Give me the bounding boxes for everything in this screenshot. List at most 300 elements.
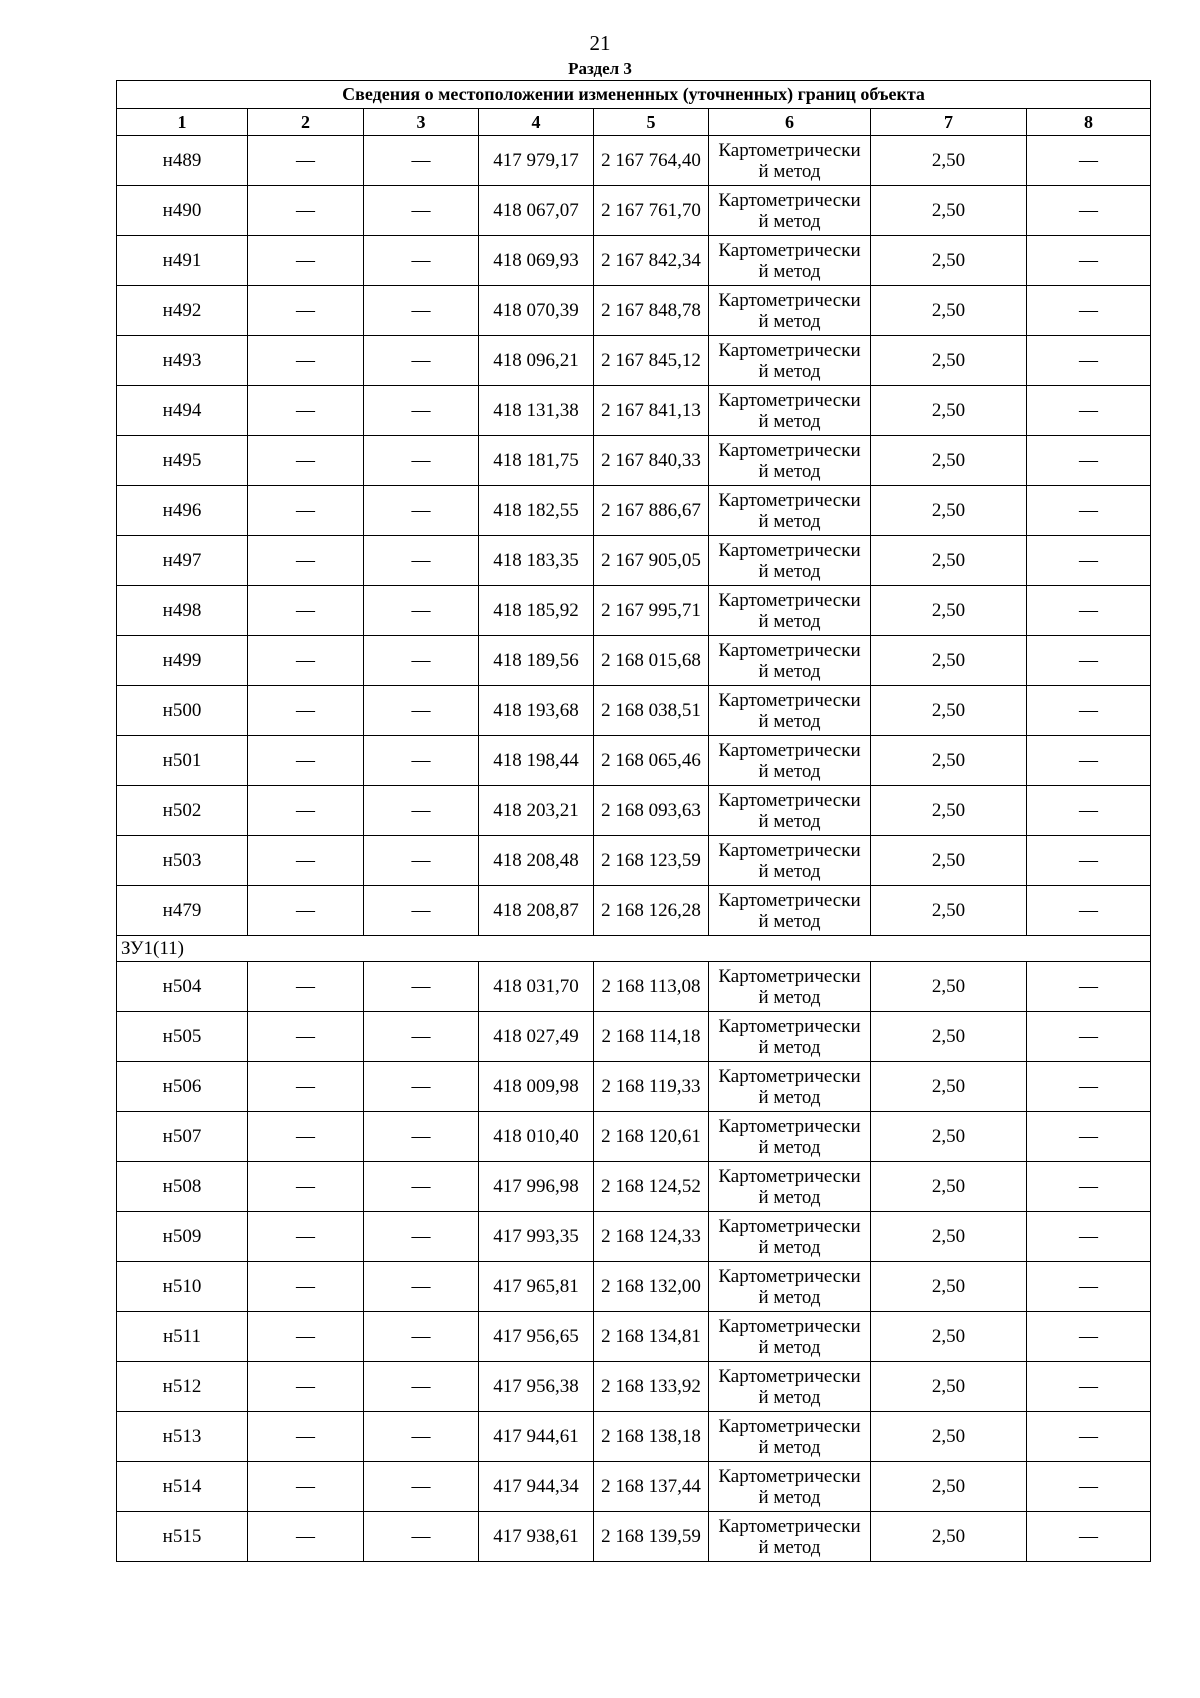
accuracy-cell: 2,50 [871,536,1027,586]
y-coordinate-cell: 2 168 137,44 [594,1462,709,1512]
dash-cell: — [364,1512,479,1562]
dash-cell: — [1027,1412,1151,1462]
method-text-line1: Картометрически [718,1365,861,1387]
dash-cell: — [1027,286,1151,336]
accuracy-cell: 2,50 [871,1262,1027,1312]
method-cell [709,386,871,436]
point-number-cell: н514 [117,1462,248,1512]
y-coordinate-cell: 2 167 886,67 [594,486,709,536]
point-number-cell: н501 [117,736,248,786]
y-coordinate-cell: 2 168 124,52 [594,1162,709,1212]
point-number-cell: н491 [117,236,248,286]
section-title: Раздел 3 [568,59,632,78]
group-row [117,936,1151,962]
y-coordinate-cell: 2 167 905,05 [594,536,709,586]
y-coordinate-cell: 2 168 120,61 [594,1112,709,1162]
point-number-cell: н508 [117,1162,248,1212]
accuracy-cell: 2,50 [871,636,1027,686]
x-coordinate-cell: 417 956,38 [479,1362,594,1412]
method-text-line2: й метод [758,410,821,432]
dash-cell: — [248,836,364,886]
method-text-line1: Картометрически [718,489,861,511]
point-number-cell: н489 [117,136,248,186]
accuracy-cell: 2,50 [871,336,1027,386]
x-coordinate-cell: 418 031,70 [479,962,594,1012]
accuracy-cell: 2,50 [871,836,1027,886]
dash-cell: — [1027,1312,1151,1362]
x-coordinate-cell: 418 198,44 [479,736,594,786]
dash-cell: — [248,1362,364,1412]
method-cell [709,1312,871,1362]
accuracy-cell: 2,50 [871,136,1027,186]
method-cell [709,436,871,486]
accuracy-cell: 2,50 [871,586,1027,636]
method-cell [709,236,871,286]
dash-cell: — [1027,1162,1151,1212]
method-cell [709,1162,871,1212]
dash-cell: — [1027,736,1151,786]
y-coordinate-cell: 2 167 764,40 [594,136,709,186]
column-number: 8 [1027,109,1151,136]
method-text-line2: й метод [758,210,821,232]
method-cell [709,1362,871,1412]
method-cell [709,1262,871,1312]
method-cell [709,536,871,586]
dash-cell: — [364,136,479,186]
x-coordinate-cell: 418 181,75 [479,436,594,486]
x-coordinate-cell: 418 131,38 [479,386,594,436]
method-cell [709,336,871,386]
method-text-line1: Картометрически [718,1315,861,1337]
method-cell [709,836,871,886]
y-coordinate-cell: 2 168 119,33 [594,1062,709,1112]
method-text-line2: й метод [758,1236,821,1258]
method-cell [709,736,871,786]
dash-cell: — [248,1312,364,1362]
dash-cell: — [248,736,364,786]
table-caption-row [117,81,1151,109]
dash-cell: — [1027,436,1151,486]
dash-cell: — [364,736,479,786]
table-row [117,1062,1151,1112]
y-coordinate-cell: 2 168 126,28 [594,886,709,936]
table-row [117,636,1151,686]
method-text-line1: Картометрически [718,389,861,411]
method-cell [709,1012,871,1062]
table-row [117,286,1151,336]
method-text-line2: й метод [758,660,821,682]
dash-cell: — [1027,1462,1151,1512]
dash-cell: — [364,1262,479,1312]
table-row [117,1112,1151,1162]
dash-cell: — [1027,786,1151,836]
accuracy-cell: 2,50 [871,1412,1027,1462]
method-text-line2: й метод [758,1186,821,1208]
accuracy-cell: 2,50 [871,436,1027,486]
x-coordinate-cell: 418 067,07 [479,186,594,236]
table-row [117,1462,1151,1512]
column-number: 6 [709,109,871,136]
point-number-cell: н495 [117,436,248,486]
y-coordinate-cell: 2 167 845,12 [594,336,709,386]
dash-cell: — [248,286,364,336]
dash-cell: — [1027,1112,1151,1162]
method-cell [709,286,871,336]
point-number-cell: н494 [117,386,248,436]
method-cell [709,686,871,736]
x-coordinate-cell: 418 182,55 [479,486,594,536]
dash-cell: — [1027,836,1151,886]
method-text-line1: Картометрически [718,239,861,261]
dash-cell: — [248,136,364,186]
dash-cell: — [364,1412,479,1462]
y-coordinate-cell: 2 168 138,18 [594,1412,709,1462]
dash-cell: — [248,1012,364,1062]
accuracy-cell: 2,50 [871,236,1027,286]
accuracy-cell: 2,50 [871,1212,1027,1262]
method-text-line1: Картометрически [718,965,861,987]
method-text-line2: й метод [758,1436,821,1458]
method-text-line1: Картометрически [718,1465,861,1487]
group-label: ЗУ1(11) [117,936,1151,962]
dash-cell: — [248,486,364,536]
table-row [117,186,1151,236]
dash-cell: — [364,1312,479,1362]
method-text-line2: й метод [758,1386,821,1408]
column-number: 5 [594,109,709,136]
dash-cell: — [248,336,364,386]
method-text-line1: Картометрически [718,1115,861,1137]
accuracy-cell: 2,50 [871,736,1027,786]
method-text-line1: Картометрически [718,139,861,161]
method-text-line2: й метод [758,1086,821,1108]
x-coordinate-cell: 418 183,35 [479,536,594,586]
method-text-line2: й метод [758,1486,821,1508]
x-coordinate-cell: 418 208,87 [479,886,594,936]
method-cell [709,1512,871,1562]
point-number-cell: н490 [117,186,248,236]
accuracy-cell: 2,50 [871,886,1027,936]
table-row [117,1312,1151,1362]
y-coordinate-cell: 2 168 134,81 [594,1312,709,1362]
method-cell [709,886,871,936]
accuracy-cell: 2,50 [871,1362,1027,1412]
dash-cell: — [1027,962,1151,1012]
dash-cell: — [248,962,364,1012]
method-cell [709,1062,871,1112]
method-cell [709,1412,871,1462]
y-coordinate-cell: 2 167 848,78 [594,286,709,336]
dash-cell: — [248,636,364,686]
method-text-line2: й метод [758,1036,821,1058]
dash-cell: — [1027,686,1151,736]
dash-cell: — [1027,1012,1151,1062]
table-row [117,1162,1151,1212]
table-row [117,536,1151,586]
column-number: 7 [871,109,1027,136]
column-number: 3 [364,109,479,136]
y-coordinate-cell: 2 168 133,92 [594,1362,709,1412]
method-text-line1: Картометрически [718,539,861,561]
method-text-line2: й метод [758,860,821,882]
method-cell [709,486,871,536]
table-row [117,886,1151,936]
dash-cell: — [248,1412,364,1462]
dash-cell: — [248,1462,364,1512]
method-text-line1: Картометрически [718,439,861,461]
method-text-line1: Картометрически [718,339,861,361]
method-text-line1: Картометрически [718,789,861,811]
dash-cell: — [1027,236,1151,286]
accuracy-cell: 2,50 [871,1062,1027,1112]
dash-cell: — [364,386,479,436]
dash-cell: — [248,586,364,636]
dash-cell: — [1027,1212,1151,1262]
dash-cell: — [248,1062,364,1112]
table-row [117,686,1151,736]
method-text-line2: й метод [758,260,821,282]
dash-cell: — [1027,1262,1151,1312]
x-coordinate-cell: 417 944,61 [479,1412,594,1462]
dash-cell: — [1027,136,1151,186]
dash-cell: — [364,786,479,836]
method-text-line2: й метод [758,510,821,532]
point-number-cell: н498 [117,586,248,636]
page-number: 21 [589,31,611,55]
x-coordinate-cell: 418 203,21 [479,786,594,836]
y-coordinate-cell: 2 167 841,13 [594,386,709,436]
x-coordinate-cell: 418 009,98 [479,1062,594,1112]
table-row [117,136,1151,186]
x-coordinate-cell: 418 208,48 [479,836,594,886]
dash-cell: — [364,1462,479,1512]
method-text-line2: й метод [758,1136,821,1158]
column-number: 2 [248,109,364,136]
y-coordinate-cell: 2 168 124,33 [594,1212,709,1262]
accuracy-cell: 2,50 [871,1512,1027,1562]
point-number-cell: н493 [117,336,248,386]
dash-cell: — [1027,186,1151,236]
x-coordinate-cell: 417 993,35 [479,1212,594,1262]
boundary-coordinates-table [116,80,1151,1562]
dash-cell: — [364,586,479,636]
dash-cell: — [248,536,364,586]
dash-cell: — [248,686,364,736]
accuracy-cell: 2,50 [871,686,1027,736]
dash-cell: — [1027,586,1151,636]
x-coordinate-cell: 417 996,98 [479,1162,594,1212]
column-number: 1 [117,109,248,136]
x-coordinate-cell: 417 938,61 [479,1512,594,1562]
method-text-line1: Картометрически [718,289,861,311]
x-coordinate-cell: 417 944,34 [479,1462,594,1512]
dash-cell: — [364,1012,479,1062]
table-row [117,1512,1151,1562]
accuracy-cell: 2,50 [871,962,1027,1012]
table-row [117,1212,1151,1262]
point-number-cell: н515 [117,1512,248,1562]
dash-cell: — [364,486,479,536]
method-text-line1: Картометрически [718,1065,861,1087]
dash-cell: — [364,686,479,736]
table-row [117,1012,1151,1062]
dash-cell: — [1027,486,1151,536]
point-number-cell: н507 [117,1112,248,1162]
method-text-line2: й метод [758,1336,821,1358]
y-coordinate-cell: 2 167 995,71 [594,586,709,636]
method-text-line2: й метод [758,160,821,182]
accuracy-cell: 2,50 [871,1312,1027,1362]
method-text-line2: й метод [758,910,821,932]
point-number-cell: н504 [117,962,248,1012]
method-cell [709,1112,871,1162]
point-number-cell: н509 [117,1212,248,1262]
x-coordinate-cell: 418 069,93 [479,236,594,286]
table-row [117,1362,1151,1412]
table-row [117,786,1151,836]
method-cell [709,962,871,1012]
dash-cell: — [1027,1362,1151,1412]
point-number-cell: н513 [117,1412,248,1462]
table-row [117,486,1151,536]
dash-cell: — [248,1512,364,1562]
dash-cell: — [248,186,364,236]
x-coordinate-cell: 418 070,39 [479,286,594,336]
dash-cell: — [364,286,479,336]
dash-cell: — [364,236,479,286]
dash-cell: — [248,1162,364,1212]
y-coordinate-cell: 2 168 123,59 [594,836,709,886]
dash-cell: — [364,1112,479,1162]
dash-cell: — [364,436,479,486]
table-row [117,836,1151,886]
method-text-line1: Картометрически [718,1265,861,1287]
accuracy-cell: 2,50 [871,286,1027,336]
method-cell [709,1212,871,1262]
method-text-line1: Картометрически [718,1415,861,1437]
dash-cell: — [364,536,479,586]
y-coordinate-cell: 2 167 761,70 [594,186,709,236]
method-text-line2: й метод [758,360,821,382]
dash-cell: — [1027,886,1151,936]
dash-cell: — [1027,636,1151,686]
column-number-row [117,109,1151,136]
dash-cell: — [1027,536,1151,586]
dash-cell: — [364,1212,479,1262]
table-row [117,336,1151,386]
y-coordinate-cell: 2 168 132,00 [594,1262,709,1312]
table-row [117,436,1151,486]
method-cell [709,186,871,236]
method-text-line1: Картометрически [718,1215,861,1237]
accuracy-cell: 2,50 [871,386,1027,436]
method-text-line1: Картометрически [718,689,861,711]
dash-cell: — [364,836,479,886]
method-text-line1: Картометрически [718,889,861,911]
table-row [117,1412,1151,1462]
method-cell [709,636,871,686]
table-row [117,386,1151,436]
dash-cell: — [248,1112,364,1162]
point-number-cell: н479 [117,886,248,936]
method-text-line2: й метод [758,986,821,1008]
table-row [117,236,1151,286]
method-text-line2: й метод [758,760,821,782]
accuracy-cell: 2,50 [871,1112,1027,1162]
dash-cell: — [248,386,364,436]
method-text-line2: й метод [758,560,821,582]
method-text-line1: Картометрически [718,639,861,661]
accuracy-cell: 2,50 [871,786,1027,836]
method-text-line2: й метод [758,610,821,632]
dash-cell: — [248,236,364,286]
method-text-line2: й метод [758,710,821,732]
column-number: 4 [479,109,594,136]
point-number-cell: н511 [117,1312,248,1362]
dash-cell: — [364,336,479,386]
method-text-line1: Картометрически [718,1165,861,1187]
y-coordinate-cell: 2 168 114,18 [594,1012,709,1062]
dash-cell: — [1027,1062,1151,1112]
dash-cell: — [364,636,479,686]
dash-cell: — [364,186,479,236]
dash-cell: — [248,436,364,486]
y-coordinate-cell: 2 168 065,46 [594,736,709,786]
x-coordinate-cell: 418 193,68 [479,686,594,736]
dash-cell: — [248,1212,364,1262]
y-coordinate-cell: 2 168 139,59 [594,1512,709,1562]
method-text-line1: Картометрически [718,589,861,611]
accuracy-cell: 2,50 [871,186,1027,236]
dash-cell: — [364,1162,479,1212]
x-coordinate-cell: 418 027,49 [479,1012,594,1062]
dash-cell: — [364,1362,479,1412]
table-row [117,1262,1151,1312]
point-number-cell: н500 [117,686,248,736]
dash-cell: — [364,962,479,1012]
dash-cell: — [1027,1512,1151,1562]
dash-cell: — [1027,336,1151,386]
method-cell [709,586,871,636]
method-text-line1: Картометрически [718,1015,861,1037]
x-coordinate-cell: 418 185,92 [479,586,594,636]
method-cell [709,1462,871,1512]
accuracy-cell: 2,50 [871,1012,1027,1062]
dash-cell: — [364,886,479,936]
y-coordinate-cell: 2 167 842,34 [594,236,709,286]
y-coordinate-cell: 2 168 038,51 [594,686,709,736]
method-cell [709,136,871,186]
dash-cell: — [248,786,364,836]
accuracy-cell: 2,50 [871,1462,1027,1512]
x-coordinate-cell: 418 096,21 [479,336,594,386]
table-row [117,586,1151,636]
y-coordinate-cell: 2 168 015,68 [594,636,709,686]
accuracy-cell: 2,50 [871,1162,1027,1212]
point-number-cell: н512 [117,1362,248,1412]
x-coordinate-cell: 418 010,40 [479,1112,594,1162]
accuracy-cell: 2,50 [871,486,1027,536]
y-coordinate-cell: 2 168 093,63 [594,786,709,836]
x-coordinate-cell: 418 189,56 [479,636,594,686]
method-text-line1: Картометрически [718,739,861,761]
point-number-cell: н496 [117,486,248,536]
point-number-cell: н502 [117,786,248,836]
point-number-cell: н497 [117,536,248,586]
x-coordinate-cell: 417 965,81 [479,1262,594,1312]
x-coordinate-cell: 417 979,17 [479,136,594,186]
method-text-line2: й метод [758,810,821,832]
